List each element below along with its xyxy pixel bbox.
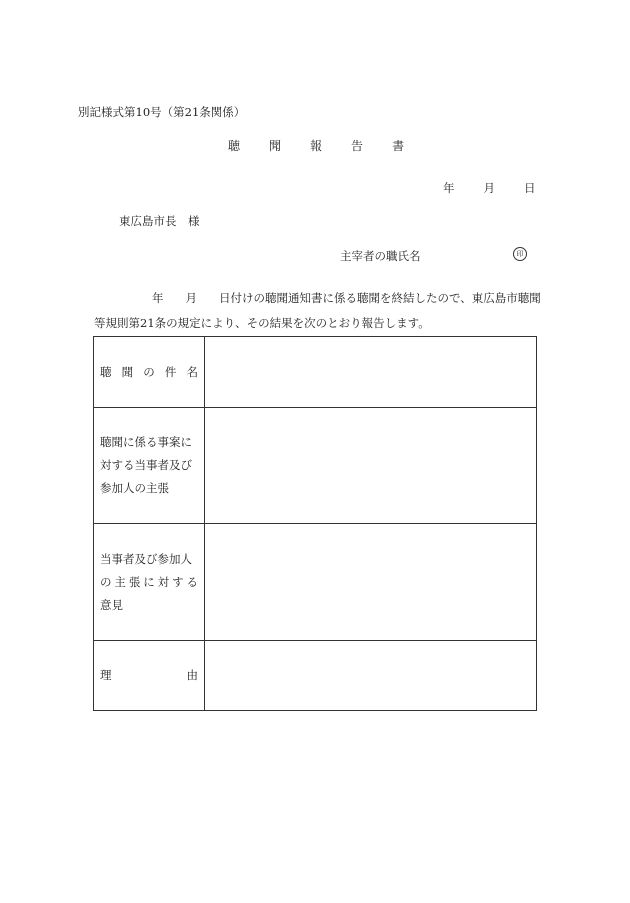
date-day: 日 xyxy=(524,181,536,195)
label-line: 理 由 xyxy=(100,668,198,682)
row-value-claims[interactable] xyxy=(205,408,537,524)
label-line: 当事者及び参加人 xyxy=(100,551,192,566)
table-row xyxy=(94,337,537,408)
date-year: 年 xyxy=(443,181,455,195)
organizer-label: 主宰者の職氏名 xyxy=(340,249,421,263)
report-table xyxy=(93,336,537,711)
body-text-line-2: 等規則第21条の規定により、その結果を次のとおり報告します。 xyxy=(94,316,430,330)
table-row xyxy=(94,641,537,711)
label-line: 聴聞に係る事案に xyxy=(100,435,192,449)
label-line: の主張に対する xyxy=(100,574,198,589)
row-label-opinion xyxy=(94,524,205,641)
document-title xyxy=(228,137,404,154)
table-row xyxy=(94,524,537,641)
row-value-case-name[interactable] xyxy=(205,337,537,408)
body-line1-text: 日付けの聴聞通知書に係る聴聞を終結したので、東広島市聴聞 xyxy=(219,291,541,305)
row-label-reason xyxy=(94,641,205,711)
body-text-line-1 xyxy=(152,290,541,306)
row-label-claims xyxy=(94,408,205,524)
form-number: 別記様式第10号（第21条関係） xyxy=(78,105,246,119)
label-line: 参加人の主張 xyxy=(100,481,169,495)
row-label-case-name xyxy=(94,337,205,408)
title-char: 聴 xyxy=(228,139,241,153)
date-month: 月 xyxy=(483,181,495,195)
label-line: 聴 聞 の 件 名 xyxy=(100,364,198,379)
title-char: 書 xyxy=(392,139,405,153)
addressee: 東広島市長 様 xyxy=(119,214,200,228)
seal-mark: 印 xyxy=(513,247,527,261)
date-line xyxy=(443,180,536,196)
title-char: 聞 xyxy=(269,139,282,153)
body-month: 月 xyxy=(185,291,197,305)
row-value-reason[interactable] xyxy=(205,641,537,711)
label-line: 対する当事者及び xyxy=(100,458,192,472)
table-row xyxy=(94,408,537,524)
title-char: 報 xyxy=(310,139,323,153)
body-year: 年 xyxy=(152,291,164,305)
label-line: 意見 xyxy=(100,597,123,612)
row-value-opinion[interactable] xyxy=(205,524,537,641)
title-char: 告 xyxy=(351,139,364,153)
